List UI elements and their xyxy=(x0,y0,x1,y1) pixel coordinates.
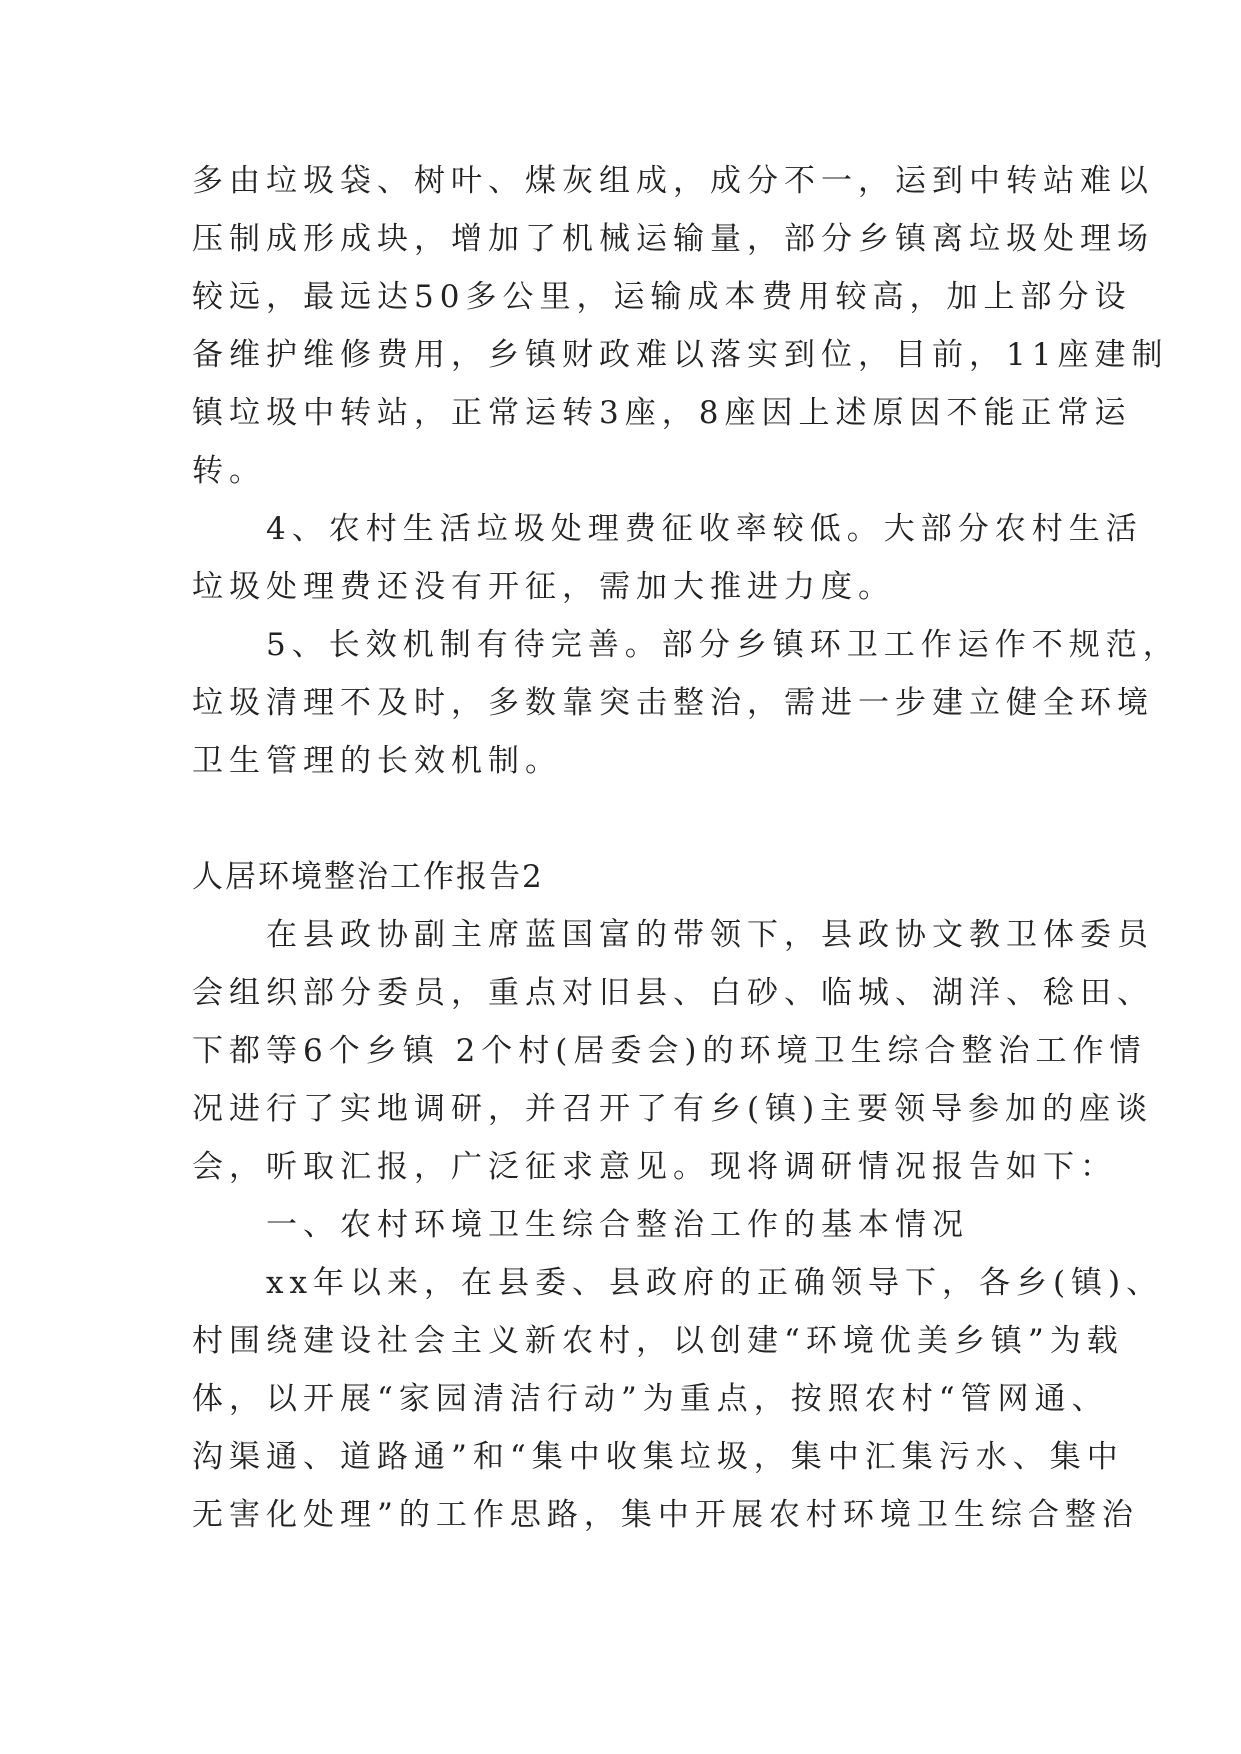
paragraph-line: 多由垃圾袋、树叶、煤灰组成，成分不一，运到中转站难以 xyxy=(192,163,1154,199)
paragraph-line: 况进行了实地调研，并召开了有乡(镇)主要领导参加的座谈 xyxy=(192,1091,1154,1127)
section-title: 人居环境整治工作报告2 xyxy=(192,859,544,895)
list-item-line: 4、农村生活垃圾处理费征收率较低。大部分农村生活 xyxy=(192,511,1143,547)
subheading-line: 一、农村环境卫生综合整治工作的基本情况 xyxy=(192,1207,969,1243)
paragraph-line: 体，以开展“家园清洁行动”为重点，按照农村“管网通、 xyxy=(192,1381,1109,1417)
paragraph-line: 在县政协副主席蓝国富的带领下，县政协文教卫体委员 xyxy=(192,917,1154,953)
paragraph-line: 会组织部分委员，重点对旧县、白砂、临城、湖洋、稔田、 xyxy=(192,975,1154,1011)
list-item-line: 垃圾清理不及时，多数靠突击整治，需进一步建立健全环境 xyxy=(192,685,1154,721)
list-item-line: 卫生管理的长效机制。 xyxy=(192,743,562,779)
paragraph-line: 备维护维修费用，乡镇财政难以落实到位，目前，11座建制 xyxy=(192,337,1169,373)
paragraph-line: 村围绕建设社会主义新农村，以创建“环境优美乡镇”为载 xyxy=(192,1323,1124,1359)
paragraph-line: xx年以来，在县委、县政府的正确领导下，各乡(镇)、 xyxy=(192,1265,1164,1301)
document-body xyxy=(192,152,1180,1544)
paragraph-line: 较远，最远达50多公里，运输成本费用较高，加上部分设 xyxy=(192,279,1132,315)
list-item-line: 垃圾处理费还没有开征，需加大推进力度。 xyxy=(192,569,895,605)
paragraph-line: 压制成形成块，增加了机械运输量，部分乡镇离垃圾处理场 xyxy=(192,221,1154,257)
paragraph-line: 沟渠通、道路通”和“集中收集垃圾，集中汇集污水、集中 xyxy=(192,1439,1124,1475)
list-item-line: 5、长效机制有待完善。部分乡镇环卫工作运作不规范， xyxy=(192,627,1180,663)
paragraph-line: 下都等6个乡镇 2个村(居委会)的环境卫生综合整治工作情 xyxy=(192,1033,1147,1069)
paragraph-line: 镇垃圾中转站，正常运转3座，8座因上述原因不能正常运 xyxy=(192,395,1132,431)
paragraph-line: 会，听取汇报，广泛征求意见。现将调研情况报告如下： xyxy=(192,1149,1117,1185)
paragraph-line: 转。 xyxy=(192,453,266,489)
section-spacer xyxy=(192,790,1072,848)
paragraph-line: 无害化处理”的工作思路，集中开展农村环境卫生综合整治 xyxy=(192,1497,1139,1533)
